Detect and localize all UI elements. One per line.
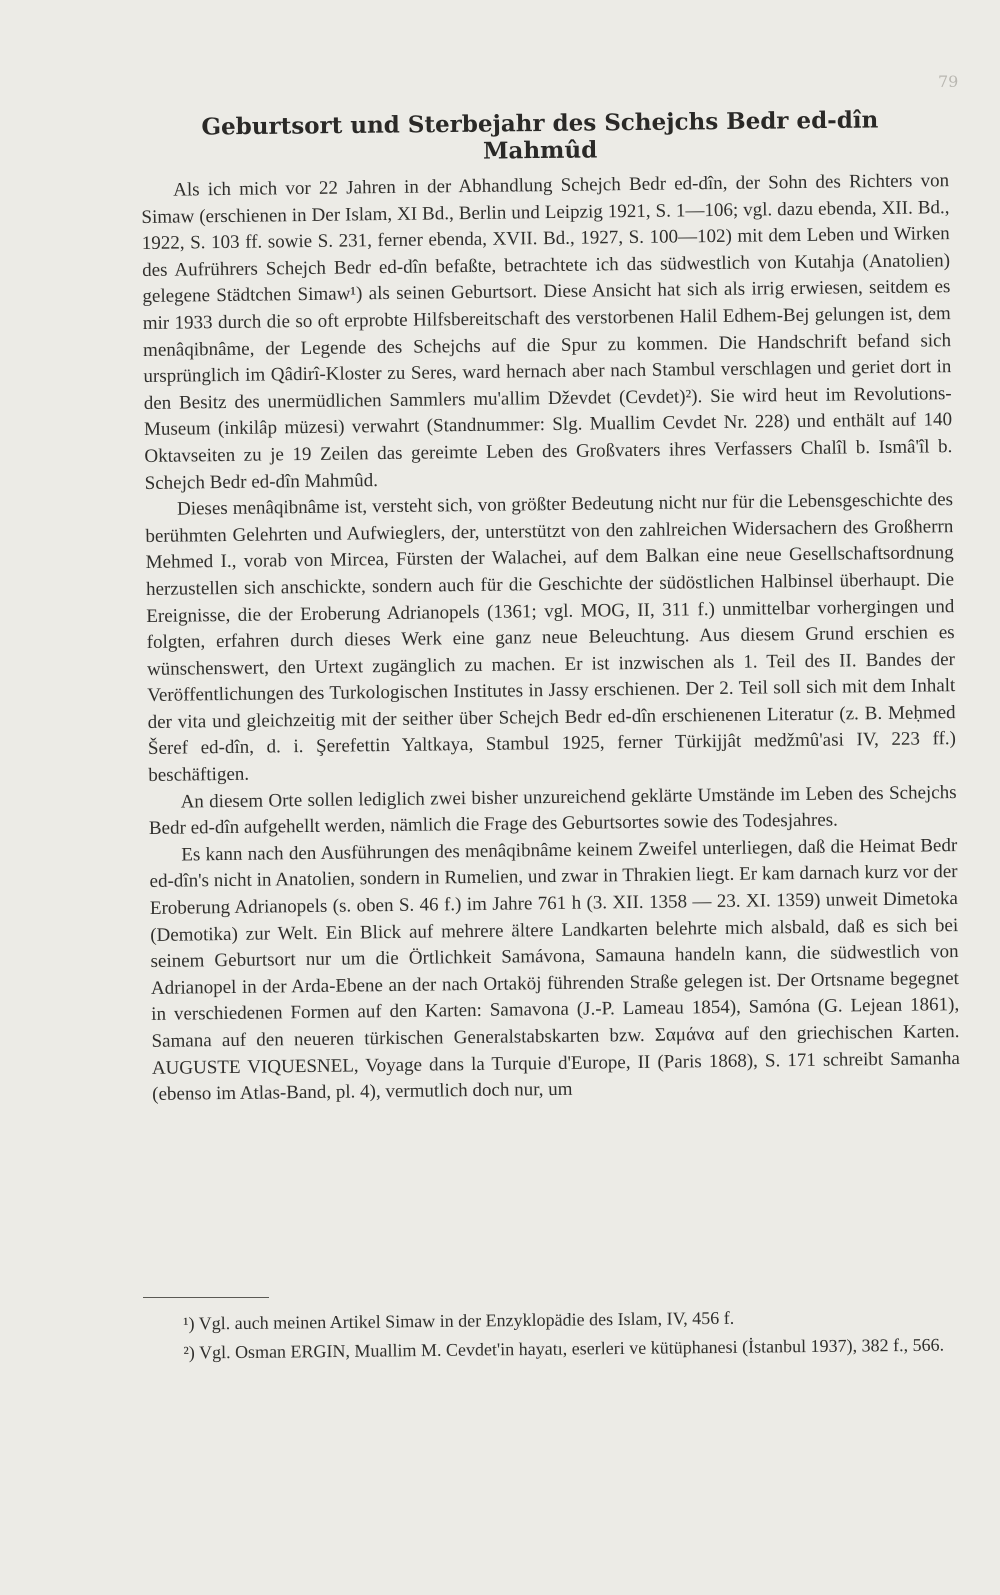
page-number: 79 (938, 72, 959, 91)
paragraph-3: An diesem Orte sollen lediglich zwei bisher unzureichend geklärte Umstände im Leben des Schejchs Bedr ed-dîn aufgehellt werden, nämlich die Frage des Geburtsortes sowie des Todesjahres. (148, 781, 957, 840)
paragraph-2: Dieses menâqibnâme ist, versteht sich, von größter Bedeutung nicht nur für die Lebensgeschichte des berühmten Gelehrten und Aufwieglers, der, unterstützt von den zahlreichen Widersachern des Großherrn Mehmed I., vorab von Mircea, Fürsten der Walachei, auf dem Balkan eine neue Gesellschaftsordnung herzustellen sich anschickte, sondern auch für die Geschichte der südöstlichen Halbinsel überhaupt. Die Ereignisse, die der Eroberung Adrianopels (1361; vgl. MOG, II, 311 f.) unmittelbar vorhergingen und folgten, erfahren durch dieses Werk eine ganz neue Beleuchtung. Aus diesem Grund erschien es wünschenswert, den Urtext zugänglich zu machen. Er ist inzwischen als 1. Teil des II. Bandes der Veröffentlichungen des Turkologischen Institutes in Jassy erschienen. Der 2. Teil soll sich mit dem Inhalt der vita und gleichzeitig mit der seither über Schejch Bedr ed-dîn erschienenen Literatur (z. B. Meḥmed Šeref ed-dîn, d. i. Şerefettin Yaltkaya, Stambul 1925, ferner Türkijjât medžmû'asi IV, 223 ff.) beschäftigen. (145, 489, 957, 787)
page-title: Geburtsort und Sterbejahr des Schejchs Bedr ed-dîn Mahmûd (201, 106, 879, 165)
footnote-2: ²) Vgl. Osman ERGIN, Muallim M. Cevdet'in hayatı, eserleri ve kütüphanesi (İstanbul 1937), 382 f., 566. (183, 1334, 945, 1363)
footnote-divider (143, 1297, 269, 1298)
paragraph-1: Als ich mich vor 22 Jahren in der Abhandlung Schejch Bedr ed-dîn, der Sohn des Richters von Simaw (erschienen in Der Islam, XI Bd., Berlin und Leipzig 1921, S. 1—106; vgl. dazu ebenda, XII. Bd., 1922, S. 103 ff. sowie S. 231, ferner ebenda, XVII. Bd., 1927, S. 100—102) mit dem Leben und Wirken des Aufrührers Schejch Bedr ed-dîn befaßte, betrachtete ich das südwestlich von Kutahja (Anatolien) gelegene Städtchen Simaw¹) als seinen Geburtsort. Diese Ansicht hat sich als irrig erwiesen, seitdem es mir 1933 durch die so oft erprobte Hilfsbereitschaft des verstorbenen Halil Edhem-Bej gelungen ist, dem menâqibnâme, der Legende des Schejchs auf die Spur zu kommen. Die Handschrift befand sich ursprünglich im Qâdirî-Kloster zu Seres, ward hernach aber nach Stambul verschlagen und geriet dort in den Besitz des unermüdlichen Sammlers mu'allim Dževdet (Cevdet)²). Sie wird heut im Revolutions-Museum (inkilâp müzesi) verwahrt (Standnummer: Slg. Muallim Cevdet Nr. 228) und enthält auf 140 Oktavseiten zu je 19 Zeilen das gereimte Leben des Großvaters ihres Verfassers Chalîl b. Ismâ'îl b. Schejch Bedr ed-dîn Mahmûd. (141, 170, 953, 494)
body-text (141, 168, 960, 1109)
footnotes (143, 1302, 964, 1369)
footnote-1: ¹) Vgl. auch meinen Artikel Simaw in der Enzyklopädie des Islam, IV, 456 f. (183, 1307, 735, 1334)
paragraph-4: Es kann nach den Ausführungen des menâqibnâme keinem Zweifel unterliegen, daß die Heimat Bedr ed-dîn's nicht in Anatolien, sondern in Rumelien, und zwar in Thrakien liegt. Er kam darnach kurz vor der Eroberung Adrianopels (s. oben S. 46 f.) im Jahre 761 h (3. XII. 1358 — 23. XI. 1359) unweit Dimetoka (Demotika) zur Welt. Ein Blick auf mehrere ältere Landkarten belehrte mich alsbald, daß es sich bei seinem Geburtsort nur um die Örtlichkeit Samávona, Samauna handeln kann, die südwestlich von Adrianopel in der Arda-Ebene an der nach Ortaköj führenden Straße gelegen ist. Der Ortsname begegnet in verschiedenen Formen auf den Karten: Samavona (J.-P. Lameau 1854), Samóna (G. Lejean 1861), Samana auf den neueren türkischen Generalstabskarten bzw. Σαμάνα auf den griechischen Karten. AUGUSTE VIQUESNEL, Voyage dans la Turquie d'Europe, II (Paris 1868), S. 171 schreibt Samanha (ebenso im Atlas-Band, pl. 4), vermutlich doch nur, um (149, 834, 960, 1106)
